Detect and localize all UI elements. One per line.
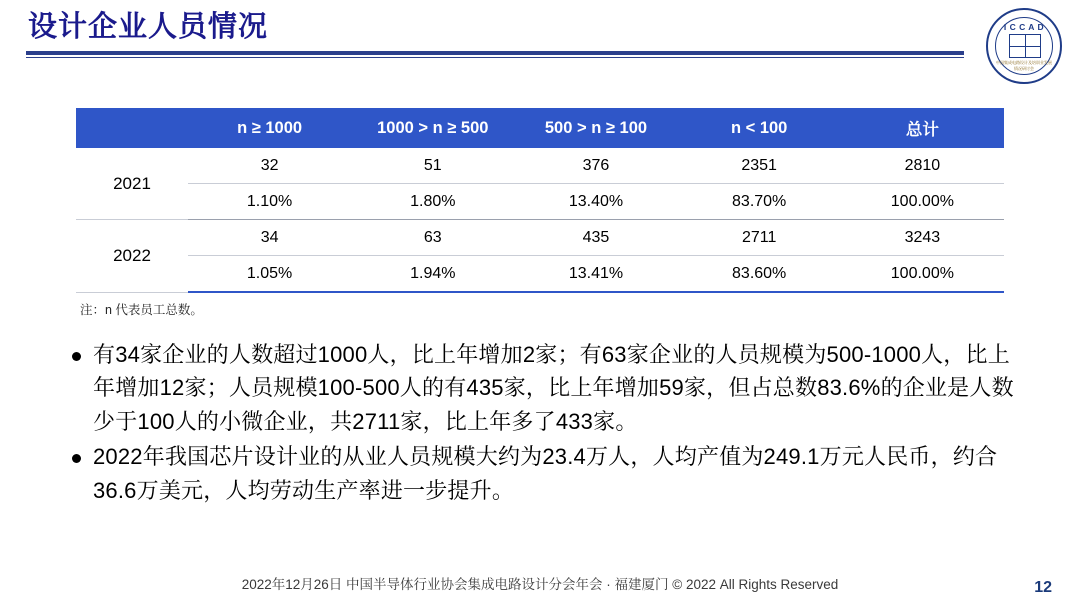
cell-2021-count-2: 376: [514, 148, 677, 184]
title-divider: [26, 51, 964, 55]
cell-2021-pct-3: 83.70%: [678, 184, 841, 220]
cell-2022-count-3: 2711: [678, 220, 841, 256]
row-year-2021: 2021: [76, 148, 188, 220]
title-block: [26, 10, 986, 58]
cell-2021-count-3: 2351: [678, 148, 841, 184]
personnel-table: [76, 108, 1004, 293]
table-row: [76, 184, 1004, 220]
column-header-1: 1000 > n ≥ 500: [351, 108, 514, 148]
cell-2021-count-0: 32: [188, 148, 351, 184]
cell-2022-pct-1: 1.94%: [351, 256, 514, 293]
table-row: [76, 220, 1004, 256]
column-header-0: n ≥ 1000: [188, 108, 351, 148]
table-corner-cell: [76, 108, 188, 148]
logo-inner-ring: [995, 17, 1053, 75]
cell-2021-pct-1: 1.80%: [351, 184, 514, 220]
cell-2021-count-4: 2810: [841, 148, 1004, 184]
footer-text: 2022年12月26日 中国半导体行业协会集成电路设计分会年会 · 福建厦门 © 2022 All Rights Reserved: [241, 577, 839, 592]
logo-subtext: 中国集成电路设计及培训业发展情况研讨会: [996, 60, 1052, 71]
bullet-text-1: 2022年我国芯片设计业的从业人员规模大约为23.4万人，人均产值为249.1万元人民币，约合36.6万美元，人均劳动生产率进一步提升。: [93, 444, 998, 503]
logo-grid-icon: [1009, 34, 1041, 58]
table-header-row: [76, 108, 1004, 148]
cell-2022-pct-0: 1.05%: [188, 256, 351, 293]
bullet-text-0: 有34家企业的人数超过1000人，比上年增加2家；有63家企业的人员规模为500-1000人，比上年增加12家；人员规模100-500人的有435家，比上年增加59家，但占总数83.6%的企业是人数少于100人的小微企业，共2711家，比上年多了433家。: [93, 342, 1014, 434]
column-header-3: n < 100: [678, 108, 841, 148]
list-item: [72, 440, 1032, 507]
cell-2022-count-4: 3243: [841, 220, 1004, 256]
cell-2022-count-1: 63: [351, 220, 514, 256]
table-row: [76, 148, 1004, 184]
row-year-2022: 2022: [76, 220, 188, 293]
cell-2022-count-0: 34: [188, 220, 351, 256]
cell-2021-pct-2: 13.40%: [514, 184, 677, 220]
data-table-wrap: [76, 108, 1004, 293]
cell-2022-pct-4: 100.00%: [841, 256, 1004, 293]
cell-2021-pct-0: 1.10%: [188, 184, 351, 220]
cell-2021-pct-4: 100.00%: [841, 184, 1004, 220]
cell-2022-pct-3: 83.60%: [678, 256, 841, 293]
logo-text: I C C A D: [1003, 22, 1045, 32]
bullet-list: [72, 338, 1032, 509]
title-divider-thin: [26, 57, 964, 58]
table-note: 注：n 代表员工总数。: [80, 303, 203, 317]
cell-2022-count-2: 435: [514, 220, 677, 256]
bullet-dot-icon: [72, 352, 81, 361]
cell-2021-count-1: 51: [351, 148, 514, 184]
page-number: 12: [1034, 579, 1052, 596]
page-title: 设计企业人员情况: [28, 11, 269, 43]
list-item: [72, 338, 1032, 438]
column-header-2: 500 > n ≥ 100: [514, 108, 677, 148]
iccad-logo: [986, 8, 1062, 84]
column-header-4: 总计: [841, 108, 1004, 148]
cell-2022-pct-2: 13.41%: [514, 256, 677, 293]
bullet-dot-icon: [72, 454, 81, 463]
table-row: [76, 256, 1004, 293]
